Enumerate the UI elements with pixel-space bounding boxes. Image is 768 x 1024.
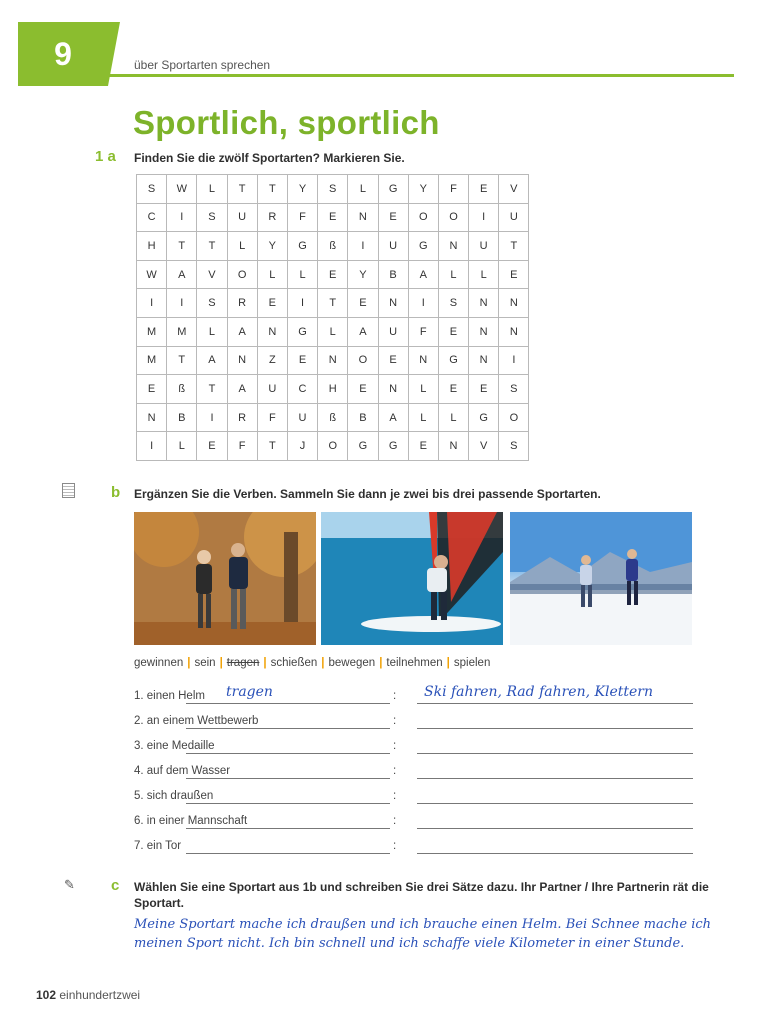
photo-jogging-autumn	[134, 512, 316, 645]
grid-cell[interactable]: S	[318, 175, 348, 204]
grid-cell[interactable]: O	[227, 260, 257, 289]
grid-cell[interactable]: I	[167, 203, 197, 232]
item-label: 4. auf dem Wasser	[134, 765, 231, 777]
grid-cell[interactable]: T	[167, 346, 197, 375]
grid-row	[137, 260, 529, 289]
grid-cell[interactable]: L	[197, 317, 227, 346]
verb-separator: |	[321, 657, 325, 669]
grid-cell[interactable]: V	[499, 175, 529, 204]
grid-row	[137, 317, 529, 346]
grid-cell[interactable]: O	[408, 203, 438, 232]
sports-answer[interactable]: Ski fahren, Rad fahren, Klettern	[424, 684, 653, 700]
grid-cell[interactable]: T	[197, 232, 227, 261]
grid-cell[interactable]: E	[318, 203, 348, 232]
grid-cell[interactable]: N	[438, 432, 468, 461]
grid-cell[interactable]: I	[197, 403, 227, 432]
grid-cell[interactable]: S	[499, 375, 529, 404]
grid-row	[137, 375, 529, 404]
grid-cell[interactable]: N	[348, 203, 378, 232]
grid-cell[interactable]: I	[499, 346, 529, 375]
grid-cell[interactable]: I	[469, 203, 499, 232]
verb-option: spielen	[453, 657, 491, 669]
grid-cell[interactable]: M	[137, 317, 167, 346]
grid-cell[interactable]: W	[167, 175, 197, 204]
exercise-1c-letter: c	[111, 877, 120, 894]
grid-cell[interactable]: A	[167, 260, 197, 289]
sports-answer-line	[417, 853, 693, 854]
grid-cell[interactable]: B	[378, 260, 408, 289]
item-colon: :	[393, 715, 397, 727]
grid-cell[interactable]: L	[167, 432, 197, 461]
grid-cell[interactable]: R	[227, 289, 257, 318]
verb-answer-line	[186, 728, 390, 729]
grid-cell[interactable]: I	[287, 289, 317, 318]
grid-cell[interactable]: L	[227, 232, 257, 261]
grid-cell[interactable]: R	[227, 403, 257, 432]
grid-cell[interactable]: I	[137, 432, 167, 461]
item-label: 1. einen Helm	[134, 690, 205, 702]
grid-cell[interactable]: T	[257, 175, 287, 204]
sports-answer-line	[417, 828, 693, 829]
grid-cell[interactable]: U	[378, 317, 408, 346]
grid-cell[interactable]: G	[438, 346, 468, 375]
grid-cell[interactable]: L	[438, 260, 468, 289]
grid-cell[interactable]: T	[499, 232, 529, 261]
chapter-subtitle: über Sportarten sprechen	[134, 58, 271, 72]
notebook-icon	[62, 483, 75, 498]
verb-answer-line	[186, 828, 390, 829]
grid-cell[interactable]: F	[438, 175, 468, 204]
grid-cell[interactable]: N	[378, 289, 408, 318]
grid-row	[137, 346, 529, 375]
grid-cell[interactable]: S	[197, 289, 227, 318]
grid-cell[interactable]: U	[469, 232, 499, 261]
grid-cell[interactable]: F	[257, 403, 287, 432]
exercise-1b-instruction: Ergänzen Sie die Verben. Sammeln Sie dann je zwei bis drei passende Sportarten.	[134, 487, 601, 501]
pencil-icon: ✎	[64, 877, 75, 892]
grid-cell[interactable]: C	[137, 203, 167, 232]
grid-cell[interactable]: I	[167, 289, 197, 318]
chapter-number: 9	[54, 35, 72, 72]
grid-cell[interactable]: E	[318, 260, 348, 289]
grid-cell[interactable]: G	[378, 175, 408, 204]
sports-answer-line	[417, 778, 693, 779]
grid-cell[interactable]: L	[318, 317, 348, 346]
grid-cell[interactable]: G	[469, 403, 499, 432]
grid-cell[interactable]: N	[378, 375, 408, 404]
grid-cell[interactable]: T	[167, 232, 197, 261]
grid-cell[interactable]: F	[408, 317, 438, 346]
grid-cell[interactable]: L	[197, 175, 227, 204]
grid-cell[interactable]: L	[257, 260, 287, 289]
chapter-number-box	[18, 22, 108, 86]
grid-cell[interactable]: V	[197, 260, 227, 289]
grid-cell[interactable]: W	[137, 260, 167, 289]
grid-cell[interactable]: Y	[348, 260, 378, 289]
grid-cell[interactable]: T	[318, 289, 348, 318]
grid-cell[interactable]: J	[287, 432, 317, 461]
grid-row	[137, 432, 529, 461]
item-label: 2. an einem Wettbewerb	[134, 715, 259, 727]
grid-cell[interactable]: A	[348, 317, 378, 346]
grid-cell[interactable]: A	[408, 260, 438, 289]
grid-cell[interactable]: O	[438, 203, 468, 232]
grid-cell[interactable]: N	[438, 232, 468, 261]
grid-cell[interactable]: S	[137, 175, 167, 204]
grid-cell[interactable]: T	[257, 432, 287, 461]
grid-cell[interactable]: O	[318, 432, 348, 461]
item-label: 6. in einer Mannschaft	[134, 815, 248, 827]
grid-cell[interactable]: T	[197, 375, 227, 404]
grid-cell[interactable]: E	[438, 317, 468, 346]
verb-option: tragen	[226, 657, 260, 669]
grid-cell[interactable]: E	[287, 346, 317, 375]
verb-answer-line	[186, 703, 390, 704]
grid-cell[interactable]: ß	[318, 403, 348, 432]
exercise-1c-answer-line2[interactable]: meinen Sport nicht. Ich bin schnell und ich schaffe viele Kilometer in einer Stunde.	[134, 936, 685, 951]
exercise-1a-number: 1 a	[95, 148, 116, 165]
grid-cell[interactable]: Y	[287, 175, 317, 204]
exercise-1c-answer-line1[interactable]: Meine Sportart mache ich draußen und ich brauche einen Helm. Bei Schnee mache ich	[134, 917, 712, 932]
grid-cell[interactable]: G	[348, 432, 378, 461]
item-colon: :	[393, 815, 397, 827]
grid-cell[interactable]: N	[227, 346, 257, 375]
item-colon: :	[393, 690, 397, 702]
grid-cell[interactable]: A	[378, 403, 408, 432]
grid-cell[interactable]: H	[137, 232, 167, 261]
grid-cell[interactable]: E	[378, 203, 408, 232]
exercise-1c-instruction-line2: Sportart.	[134, 896, 185, 910]
grid-cell[interactable]: E	[378, 346, 408, 375]
grid-cell[interactable]: ß	[167, 375, 197, 404]
grid-cell[interactable]: C	[287, 375, 317, 404]
grid-cell[interactable]: L	[348, 175, 378, 204]
verb-option: bewegen	[328, 657, 376, 669]
verb-separator: |	[219, 657, 223, 669]
verb-option: sein	[194, 657, 216, 669]
verb-answer-line	[186, 753, 390, 754]
grid-cell[interactable]: U	[257, 375, 287, 404]
verb-separator: |	[446, 657, 450, 669]
grid-cell[interactable]: N	[499, 289, 529, 318]
grid-cell[interactable]: I	[137, 289, 167, 318]
photo-cross-country-skiing	[510, 512, 692, 645]
grid-cell[interactable]: N	[469, 346, 499, 375]
page-footer	[36, 988, 140, 1002]
item-label: 3. eine Medaille	[134, 740, 215, 752]
grid-cell[interactable]: S	[438, 289, 468, 318]
grid-cell[interactable]: B	[348, 403, 378, 432]
grid-cell[interactable]: E	[257, 289, 287, 318]
grid-cell[interactable]: Y	[257, 232, 287, 261]
grid-cell[interactable]: G	[378, 432, 408, 461]
sports-answer-line	[417, 753, 693, 754]
grid-cell[interactable]: E	[469, 375, 499, 404]
grid-cell[interactable]: L	[408, 375, 438, 404]
grid-cell[interactable]: E	[348, 375, 378, 404]
item-colon: :	[393, 740, 397, 752]
grid-cell[interactable]: E	[438, 375, 468, 404]
grid-cell[interactable]: N	[318, 346, 348, 375]
page-title: Sportlich, sportlich	[133, 104, 440, 141]
exercise-1a-instruction: Finden Sie die zwölf Sportarten? Markieren Sie.	[134, 151, 405, 165]
verb-answer-line	[186, 778, 390, 779]
grid-cell[interactable]: T	[227, 175, 257, 204]
grid-cell[interactable]: U	[378, 232, 408, 261]
grid-cell[interactable]: E	[197, 432, 227, 461]
verb-separator: |	[263, 657, 267, 669]
item-colon: :	[393, 765, 397, 777]
grid-cell[interactable]: N	[499, 317, 529, 346]
grid-cell[interactable]: R	[257, 203, 287, 232]
grid-cell[interactable]: L	[469, 260, 499, 289]
grid-cell[interactable]: N	[408, 346, 438, 375]
grid-cell[interactable]: N	[469, 317, 499, 346]
sports-answer-line	[417, 803, 693, 804]
grid-row	[137, 203, 529, 232]
verb-option: gewinnen	[134, 657, 184, 669]
grid-cell[interactable]: O	[348, 346, 378, 375]
item-label: 5. sich draußen	[134, 790, 214, 802]
grid-cell[interactable]: A	[227, 375, 257, 404]
grid-cell[interactable]: V	[469, 432, 499, 461]
grid-cell[interactable]: S	[499, 432, 529, 461]
exercise-1b-letter: b	[111, 484, 121, 501]
grid-cell[interactable]: H	[318, 375, 348, 404]
grid-cell[interactable]: E	[348, 289, 378, 318]
grid-cell[interactable]: N	[257, 317, 287, 346]
verb-separator: |	[187, 657, 191, 669]
grid-cell[interactable]: U	[499, 203, 529, 232]
grid-cell[interactable]: M	[137, 346, 167, 375]
exercise-1c-instruction-line1: Wählen Sie eine Sportart aus 1b und schreiben Sie drei Sätze dazu. Ihr Partner / Ihre Partnerin rät die	[134, 880, 709, 894]
grid-cell[interactable]: Z	[257, 346, 287, 375]
grid-cell[interactable]: F	[227, 432, 257, 461]
sports-answer-line	[417, 728, 693, 729]
grid-cell[interactable]: I	[408, 289, 438, 318]
grid-cell[interactable]: U	[227, 203, 257, 232]
grid-cell[interactable]: E	[499, 260, 529, 289]
sports-answer-line	[417, 703, 693, 704]
grid-cell[interactable]: F	[287, 203, 317, 232]
grid-cell[interactable]: G	[287, 317, 317, 346]
grid-cell[interactable]: N	[137, 403, 167, 432]
grid-cell[interactable]: I	[348, 232, 378, 261]
grid-cell[interactable]: M	[167, 317, 197, 346]
verb-answer-line	[186, 803, 390, 804]
verb-option: teilnehmen	[386, 657, 443, 669]
grid-row	[137, 232, 529, 261]
verb-option: schießen	[270, 657, 318, 669]
grid-cell[interactable]: U	[287, 403, 317, 432]
grid-row	[137, 175, 529, 204]
grid-cell[interactable]: A	[227, 317, 257, 346]
grid-cell[interactable]: G	[287, 232, 317, 261]
grid-cell[interactable]: E	[137, 375, 167, 404]
verb-answer-line	[186, 853, 390, 854]
grid-cell[interactable]: B	[167, 403, 197, 432]
page-number: 102	[36, 988, 57, 1002]
verb-list	[134, 657, 490, 669]
grid-cell[interactable]: Y	[408, 175, 438, 204]
word-search-grid[interactable]	[136, 174, 529, 461]
grid-row	[137, 403, 529, 432]
grid-cell[interactable]: E	[469, 175, 499, 204]
grid-cell[interactable]: G	[408, 232, 438, 261]
grid-row	[137, 289, 529, 318]
item-label: 7. ein Tor	[134, 840, 182, 852]
grid-cell[interactable]: ß	[318, 232, 348, 261]
photo-windsurfing	[321, 512, 503, 645]
grid-cell[interactable]: A	[197, 346, 227, 375]
item-colon: :	[393, 840, 397, 852]
grid-cell[interactable]: S	[197, 203, 227, 232]
grid-cell[interactable]: E	[408, 432, 438, 461]
verb-answer[interactable]: tragen	[226, 684, 273, 700]
page-number-words: einhundertzwei	[59, 988, 141, 1002]
grid-cell[interactable]: L	[408, 403, 438, 432]
header-rule	[108, 74, 734, 77]
verb-separator: |	[379, 657, 383, 669]
grid-cell[interactable]: L	[287, 260, 317, 289]
item-colon: :	[393, 790, 397, 802]
grid-cell[interactable]: L	[438, 403, 468, 432]
grid-cell[interactable]: O	[499, 403, 529, 432]
grid-cell[interactable]: N	[469, 289, 499, 318]
